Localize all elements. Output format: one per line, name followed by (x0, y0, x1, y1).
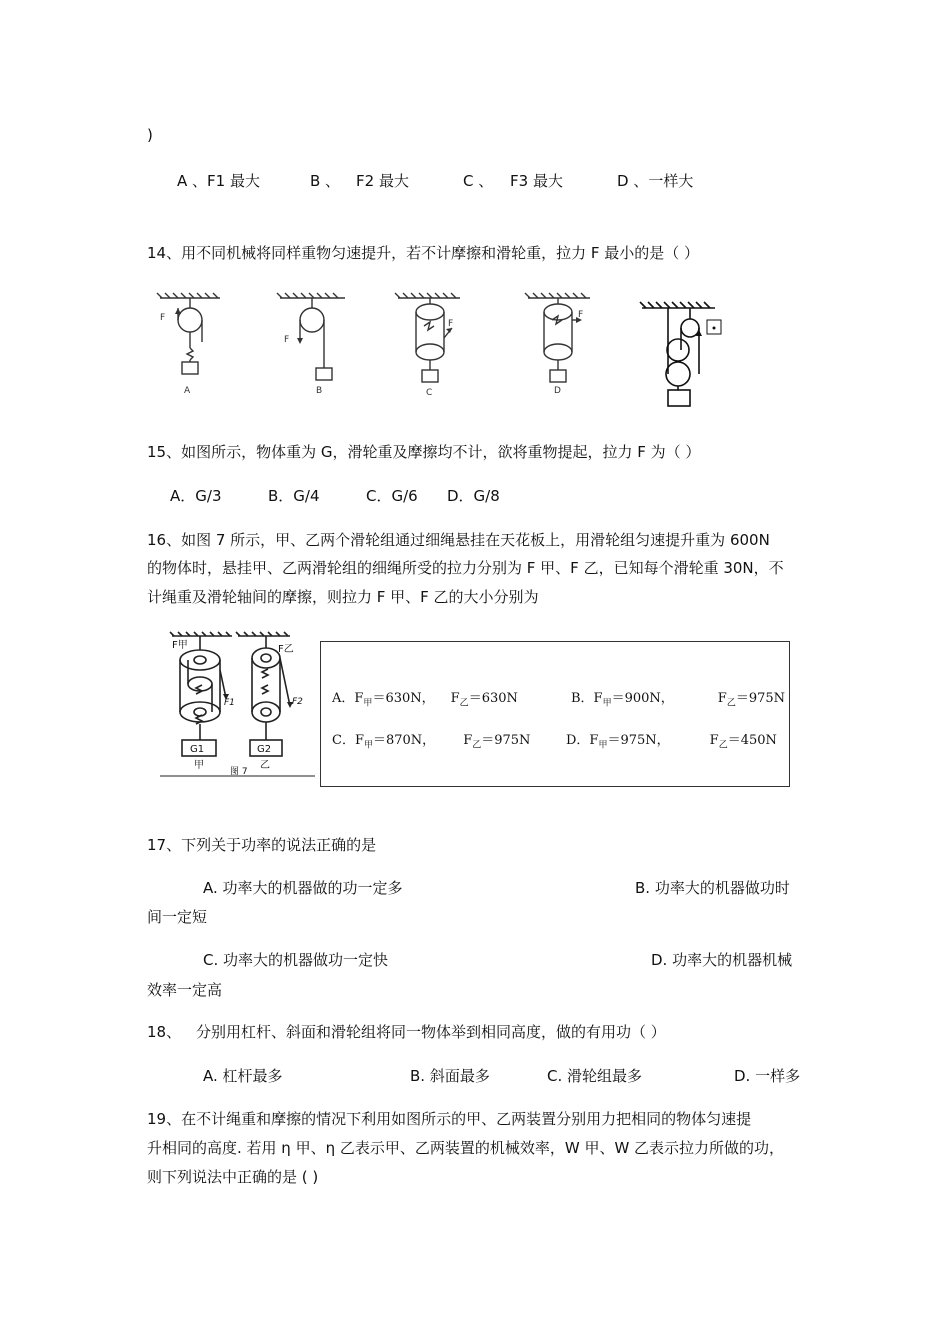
q17-option-b: B. 功率大的机器做功时 (635, 879, 790, 897)
q17-option-c: C. 功率大的机器做功一定快 (203, 951, 389, 969)
q13-option-b: B 、 (310, 172, 341, 190)
q16-choice-d: D．$F_甲=975N$， $F_乙=450N$ (566, 733, 777, 751)
label-jia: 甲 (194, 760, 204, 771)
q18-number: 18、 (147, 1023, 182, 1041)
q19-line2: 升相同的高度. 若用 η 甲、η 乙表示甲、乙两装置的机械效率，W 甲、W 乙表示拉力所做的功， (147, 1139, 785, 1157)
q16-choice-b: B．$F_甲=900N$， $F_乙=975N$ (571, 691, 786, 709)
label-f1: F1 (224, 698, 235, 708)
q13-option-c: C 、 (463, 172, 494, 190)
q16-line3: 计绳重及滑轮轴间的摩擦，则拉力 F 甲、F 乙的大小分别为 (147, 588, 539, 606)
q16-choices-box (320, 641, 790, 787)
q15-question: 15、如图所示，物体重为 G，滑轮重及摩擦均不计，欲将重物提起，拉力 F 为（ ） (147, 443, 701, 461)
label-f-yi: F乙 (278, 644, 294, 655)
q17-option-d: D. 功率大的机器机械 (651, 951, 793, 969)
q16-choice-c: C．$F_甲=870N$， $F_乙=975N$ (332, 733, 531, 751)
svg-text:F: F (448, 319, 454, 329)
figure-caption: 图 7 (230, 767, 248, 777)
figure-7-pulley-groups (160, 630, 320, 780)
q13-tail: ) (147, 126, 153, 144)
q17-question: 17、下列关于功率的说法正确的是 (147, 836, 377, 854)
svg-text:F: F (578, 310, 584, 320)
q17-option-a: A. 功率大的机器做的功一定多 (203, 879, 403, 897)
q15-option-b: B．G/4 (268, 487, 320, 505)
q15-option-c: C．G/6 (366, 487, 418, 505)
pulley-options-diagram (150, 290, 740, 410)
q18-option-d: D. 一样多 (734, 1067, 801, 1085)
q17-option-d-cont: 效率一定高 (147, 981, 223, 999)
q14-question: 14、用不同机械将同样重物匀速提升，若不计摩擦和滑轮重，拉力 F 最小的是（ ） (147, 244, 700, 262)
q13-option-b-text: F2 最大 (356, 172, 409, 190)
q19-line3: 则下列说法中正确的是 ( ) (147, 1168, 319, 1186)
q15-option-a: A．G/3 (170, 487, 222, 505)
q16-line1: 16、如图 7 所示，甲、乙两个滑轮组通过细绳悬挂在天花板上，用滑轮组匀速提升重为 600N (147, 531, 770, 549)
label-g2: G2 (257, 744, 272, 755)
q14-figure (150, 290, 740, 410)
q18-option-b: B. 斜面最多 (410, 1067, 490, 1085)
label-yi: 乙 (260, 760, 270, 771)
label-g1: G1 (190, 744, 205, 755)
q14-label-b: B (316, 386, 323, 396)
q17-option-b-cont: 间一定短 (147, 908, 208, 926)
q13-option-c-text: F3 最大 (510, 172, 563, 190)
q18-question: 分别用杠杆、斜面和滑轮组将同一物体举到相同高度，做的有用功（ ） (196, 1023, 666, 1041)
q13-option-a: A 、F1 最大 (177, 172, 260, 190)
q16-figure (160, 630, 320, 780)
q13-option-d: D 、一样大 (617, 172, 694, 190)
svg-text:F: F (160, 313, 166, 323)
label-f-jia: F甲 (172, 640, 188, 651)
q16-choice-a: A．$F_甲=630N$， $F_乙=630N$ (332, 691, 518, 709)
q19-line1: 19、在不计绳重和摩擦的情况下利用如图所示的甲、乙两装置分别用力把相同的物体匀速提 (147, 1110, 752, 1128)
q14-label-c: C (426, 388, 433, 398)
q18-option-a: A. 杠杆最多 (203, 1067, 283, 1085)
q14-label-a: A (184, 386, 191, 396)
label-f2: F2 (292, 697, 303, 707)
svg-text:F: F (284, 335, 290, 345)
q18-option-c: C. 滑轮组最多 (547, 1067, 643, 1085)
q16-line2: 的物体时，悬挂甲、乙两滑轮组的细绳所受的拉力分别为 F 甲、F 乙，已知每个滑轮重 30N，不 (147, 559, 784, 577)
q15-option-d: D．G/8 (447, 487, 500, 505)
q14-label-d: D (554, 386, 561, 396)
